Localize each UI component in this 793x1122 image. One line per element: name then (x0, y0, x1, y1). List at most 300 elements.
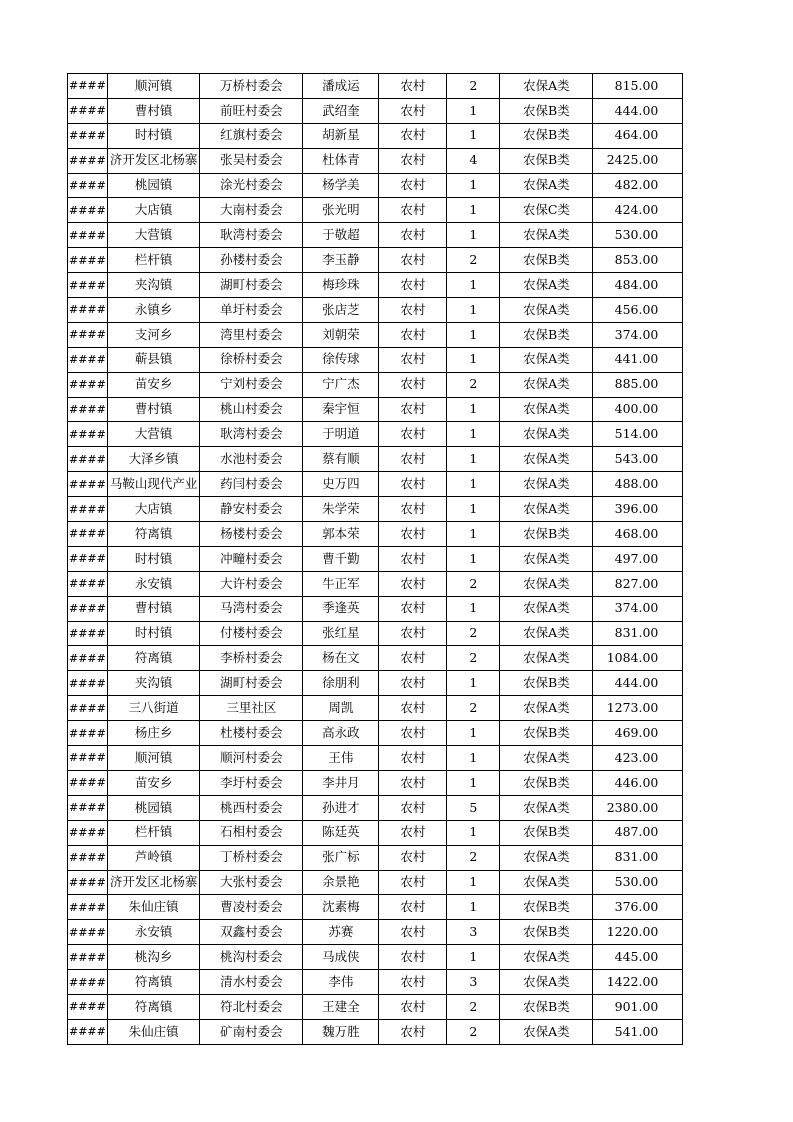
village-cell: 李圩村委会 (200, 770, 303, 795)
amount-cell: 464.00 (593, 123, 683, 148)
category-cell: 农保A类 (500, 447, 593, 472)
village-cell: 静安村委会 (200, 497, 303, 522)
amount-cell: 456.00 (593, 298, 683, 323)
household-count-cell: 1 (447, 173, 500, 198)
household-count-cell: 1 (447, 522, 500, 547)
town-cell: 济开发区北杨寨 (107, 148, 200, 173)
village-cell: 徐桥村委会 (200, 347, 303, 372)
household-count-cell: 2 (447, 1019, 500, 1044)
area-type-cell: 农村 (379, 173, 447, 198)
household-count-cell: 1 (447, 721, 500, 746)
record-id-cell: #### (68, 273, 108, 298)
amount-cell: 831.00 (593, 621, 683, 646)
table-row (68, 148, 683, 173)
record-id-cell: #### (68, 347, 108, 372)
name-cell: 郭本荣 (303, 522, 379, 547)
category-cell: 农保A类 (500, 422, 593, 447)
record-id-cell: #### (68, 198, 108, 223)
category-cell: 农保B类 (500, 322, 593, 347)
town-cell: 符离镇 (107, 522, 200, 547)
category-cell: 农保A类 (500, 74, 593, 99)
amount-cell: 444.00 (593, 671, 683, 696)
town-cell: 符离镇 (107, 994, 200, 1019)
area-type-cell: 农村 (379, 671, 447, 696)
household-count-cell: 1 (447, 945, 500, 970)
household-count-cell: 1 (447, 671, 500, 696)
table-row (68, 920, 683, 945)
household-count-cell: 1 (447, 422, 500, 447)
name-cell: 杨学美 (303, 173, 379, 198)
record-id-cell: #### (68, 596, 108, 621)
household-count-cell: 2 (447, 571, 500, 596)
category-cell: 农保A类 (500, 546, 593, 571)
table-row (68, 621, 683, 646)
area-type-cell: 农村 (379, 770, 447, 795)
table-row (68, 322, 683, 347)
amount-cell: 488.00 (593, 472, 683, 497)
area-type-cell: 农村 (379, 870, 447, 895)
village-cell: 矿南村委会 (200, 1019, 303, 1044)
table-row (68, 123, 683, 148)
town-cell: 曹村镇 (107, 397, 200, 422)
town-cell: 苗安乡 (107, 770, 200, 795)
record-id-cell: #### (68, 74, 108, 99)
village-cell: 万桥村委会 (200, 74, 303, 99)
town-cell: 顺河镇 (107, 74, 200, 99)
amount-cell: 396.00 (593, 497, 683, 522)
category-cell: 农保A类 (500, 870, 593, 895)
table-row (68, 845, 683, 870)
category-cell: 农保B类 (500, 895, 593, 920)
table-row (68, 746, 683, 771)
town-cell: 顺河镇 (107, 746, 200, 771)
category-cell: 农保A类 (500, 347, 593, 372)
record-id-cell: #### (68, 870, 108, 895)
table-row (68, 298, 683, 323)
area-type-cell: 农村 (379, 322, 447, 347)
name-cell: 曹千勤 (303, 546, 379, 571)
household-count-cell: 2 (447, 372, 500, 397)
amount-cell: 2380.00 (593, 795, 683, 820)
table-row (68, 596, 683, 621)
town-cell: 永镇乡 (107, 298, 200, 323)
name-cell: 魏万胜 (303, 1019, 379, 1044)
category-cell: 农保A类 (500, 298, 593, 323)
area-type-cell: 农村 (379, 248, 447, 273)
record-id-cell: #### (68, 422, 108, 447)
name-cell: 刘朝荣 (303, 322, 379, 347)
amount-cell: 530.00 (593, 870, 683, 895)
category-cell: 农保B类 (500, 820, 593, 845)
amount-cell: 543.00 (593, 447, 683, 472)
town-cell: 朱仙庄镇 (107, 895, 200, 920)
category-cell: 农保A类 (500, 372, 593, 397)
table-row (68, 945, 683, 970)
household-count-cell: 2 (447, 74, 500, 99)
area-type-cell: 农村 (379, 895, 447, 920)
name-cell: 武绍奎 (303, 98, 379, 123)
household-count-cell: 2 (447, 646, 500, 671)
name-cell: 史万四 (303, 472, 379, 497)
category-cell: 农保B类 (500, 770, 593, 795)
household-count-cell: 1 (447, 546, 500, 571)
record-id-cell: #### (68, 397, 108, 422)
category-cell: 农保B类 (500, 920, 593, 945)
table-row (68, 198, 683, 223)
table-row (68, 671, 683, 696)
category-cell: 农保B类 (500, 148, 593, 173)
household-count-cell: 1 (447, 223, 500, 248)
town-cell: 夹沟镇 (107, 671, 200, 696)
category-cell: 农保A类 (500, 173, 593, 198)
town-cell: 芦岭镇 (107, 845, 200, 870)
table-row (68, 347, 683, 372)
town-cell: 大营镇 (107, 223, 200, 248)
amount-cell: 374.00 (593, 322, 683, 347)
name-cell: 季逢英 (303, 596, 379, 621)
record-id-cell: #### (68, 148, 108, 173)
category-cell: 农保B类 (500, 123, 593, 148)
amount-cell: 497.00 (593, 546, 683, 571)
record-id-cell: #### (68, 472, 108, 497)
household-count-cell: 1 (447, 746, 500, 771)
town-cell: 时村镇 (107, 123, 200, 148)
category-cell: 农保A类 (500, 397, 593, 422)
area-type-cell: 农村 (379, 546, 447, 571)
amount-cell: 484.00 (593, 273, 683, 298)
household-count-cell: 1 (447, 98, 500, 123)
category-cell: 农保B类 (500, 248, 593, 273)
record-id-cell: #### (68, 173, 108, 198)
area-type-cell: 农村 (379, 447, 447, 472)
name-cell: 马成侠 (303, 945, 379, 970)
household-count-cell: 4 (447, 148, 500, 173)
amount-cell: 831.00 (593, 845, 683, 870)
area-type-cell: 农村 (379, 422, 447, 447)
village-cell: 丁桥村委会 (200, 845, 303, 870)
record-id-cell: #### (68, 820, 108, 845)
village-cell: 涂光村委会 (200, 173, 303, 198)
category-cell: 农保A类 (500, 746, 593, 771)
amount-cell: 424.00 (593, 198, 683, 223)
household-count-cell: 3 (447, 970, 500, 995)
town-cell: 桃沟乡 (107, 945, 200, 970)
category-cell: 农保A类 (500, 571, 593, 596)
name-cell: 蔡有顺 (303, 447, 379, 472)
amount-cell: 482.00 (593, 173, 683, 198)
table-row (68, 273, 683, 298)
village-cell: 桃山村委会 (200, 397, 303, 422)
area-type-cell: 农村 (379, 920, 447, 945)
amount-cell: 1084.00 (593, 646, 683, 671)
amount-cell: 541.00 (593, 1019, 683, 1044)
name-cell: 苏赛 (303, 920, 379, 945)
record-id-cell: #### (68, 497, 108, 522)
household-count-cell: 1 (447, 820, 500, 845)
record-id-cell: #### (68, 1019, 108, 1044)
household-count-cell: 1 (447, 273, 500, 298)
town-cell: 杨庄乡 (107, 721, 200, 746)
table-row (68, 422, 683, 447)
record-id-cell: #### (68, 522, 108, 547)
category-cell: 农保A类 (500, 696, 593, 721)
record-id-cell: #### (68, 621, 108, 646)
name-cell: 胡新星 (303, 123, 379, 148)
record-id-cell: #### (68, 98, 108, 123)
category-cell: 农保B类 (500, 522, 593, 547)
category-cell: 农保A类 (500, 646, 593, 671)
category-cell: 农保A类 (500, 845, 593, 870)
amount-cell: 441.00 (593, 347, 683, 372)
amount-cell: 423.00 (593, 746, 683, 771)
name-cell: 徐传球 (303, 347, 379, 372)
area-type-cell: 农村 (379, 74, 447, 99)
record-id-cell: #### (68, 298, 108, 323)
amount-cell: 885.00 (593, 372, 683, 397)
area-type-cell: 农村 (379, 571, 447, 596)
amount-cell: 487.00 (593, 820, 683, 845)
amount-cell: 901.00 (593, 994, 683, 1019)
village-cell: 李桥村委会 (200, 646, 303, 671)
village-cell: 湖町村委会 (200, 273, 303, 298)
name-cell: 余景艳 (303, 870, 379, 895)
area-type-cell: 农村 (379, 1019, 447, 1044)
record-id-cell: #### (68, 646, 108, 671)
name-cell: 沈素梅 (303, 895, 379, 920)
record-id-cell: #### (68, 322, 108, 347)
record-id-cell: #### (68, 795, 108, 820)
table-row (68, 372, 683, 397)
area-type-cell: 农村 (379, 621, 447, 646)
area-type-cell: 农村 (379, 696, 447, 721)
amount-cell: 374.00 (593, 596, 683, 621)
name-cell: 王建全 (303, 994, 379, 1019)
village-cell: 双鑫村委会 (200, 920, 303, 945)
category-cell: 农保B类 (500, 994, 593, 1019)
town-cell: 大店镇 (107, 497, 200, 522)
village-cell: 水池村委会 (200, 447, 303, 472)
table-row (68, 522, 683, 547)
category-cell: 农保A类 (500, 223, 593, 248)
amount-cell: 376.00 (593, 895, 683, 920)
town-cell: 支河乡 (107, 322, 200, 347)
record-id-cell: #### (68, 223, 108, 248)
name-cell: 梅珍珠 (303, 273, 379, 298)
town-cell: 栏杆镇 (107, 248, 200, 273)
area-type-cell: 农村 (379, 721, 447, 746)
name-cell: 李伟 (303, 970, 379, 995)
town-cell: 曹村镇 (107, 596, 200, 621)
village-cell: 顺河村委会 (200, 746, 303, 771)
town-cell: 永安镇 (107, 571, 200, 596)
village-cell: 湾里村委会 (200, 322, 303, 347)
area-type-cell: 农村 (379, 148, 447, 173)
amount-cell: 1422.00 (593, 970, 683, 995)
category-cell: 农保B类 (500, 671, 593, 696)
record-id-cell: #### (68, 770, 108, 795)
area-type-cell: 农村 (379, 298, 447, 323)
area-type-cell: 农村 (379, 970, 447, 995)
name-cell: 宁广杰 (303, 372, 379, 397)
category-cell: 农保B类 (500, 721, 593, 746)
category-cell: 农保C类 (500, 198, 593, 223)
record-id-cell: #### (68, 945, 108, 970)
name-cell: 李井月 (303, 770, 379, 795)
table-row (68, 820, 683, 845)
table-row (68, 98, 683, 123)
name-cell: 王伟 (303, 746, 379, 771)
name-cell: 张店芝 (303, 298, 379, 323)
village-cell: 湖町村委会 (200, 671, 303, 696)
table-row (68, 870, 683, 895)
name-cell: 于敬超 (303, 223, 379, 248)
record-id-cell: #### (68, 994, 108, 1019)
record-id-cell: #### (68, 696, 108, 721)
household-count-cell: 2 (447, 621, 500, 646)
amount-cell: 853.00 (593, 248, 683, 273)
town-cell: 时村镇 (107, 621, 200, 646)
area-type-cell: 农村 (379, 123, 447, 148)
table-row (68, 472, 683, 497)
village-cell: 张吴村委会 (200, 148, 303, 173)
area-type-cell: 农村 (379, 820, 447, 845)
area-type-cell: 农村 (379, 497, 447, 522)
table-row (68, 74, 683, 99)
category-cell: 农保A类 (500, 970, 593, 995)
area-type-cell: 农村 (379, 372, 447, 397)
table-row (68, 1019, 683, 1044)
village-cell: 三里社区 (200, 696, 303, 721)
table-row (68, 696, 683, 721)
record-id-cell: #### (68, 920, 108, 945)
village-cell: 大许村委会 (200, 571, 303, 596)
area-type-cell: 农村 (379, 994, 447, 1019)
household-count-cell: 1 (447, 447, 500, 472)
village-cell: 付楼村委会 (200, 621, 303, 646)
table-row (68, 546, 683, 571)
village-cell: 大南村委会 (200, 198, 303, 223)
name-cell: 张光明 (303, 198, 379, 223)
area-type-cell: 农村 (379, 223, 447, 248)
village-cell: 孙楼村委会 (200, 248, 303, 273)
category-cell: 农保A类 (500, 497, 593, 522)
household-count-cell: 1 (447, 347, 500, 372)
amount-cell: 469.00 (593, 721, 683, 746)
record-id-cell: #### (68, 546, 108, 571)
area-type-cell: 农村 (379, 522, 447, 547)
category-cell: 农保B类 (500, 98, 593, 123)
village-cell: 桃西村委会 (200, 795, 303, 820)
household-count-cell: 1 (447, 472, 500, 497)
table-row (68, 895, 683, 920)
name-cell: 朱学荣 (303, 497, 379, 522)
benefit-table (67, 73, 683, 1045)
area-type-cell: 农村 (379, 472, 447, 497)
village-cell: 杨楼村委会 (200, 522, 303, 547)
town-cell: 桃园镇 (107, 173, 200, 198)
amount-cell: 468.00 (593, 522, 683, 547)
area-type-cell: 农村 (379, 98, 447, 123)
area-type-cell: 农村 (379, 646, 447, 671)
town-cell: 大营镇 (107, 422, 200, 447)
household-count-cell: 3 (447, 920, 500, 945)
amount-cell: 445.00 (593, 945, 683, 970)
table-row (68, 223, 683, 248)
table-row (68, 173, 683, 198)
category-cell: 农保A类 (500, 945, 593, 970)
record-id-cell: #### (68, 571, 108, 596)
record-id-cell: #### (68, 372, 108, 397)
name-cell: 秦宇恒 (303, 397, 379, 422)
area-type-cell: 农村 (379, 397, 447, 422)
household-count-cell: 2 (447, 994, 500, 1019)
town-cell: 符离镇 (107, 970, 200, 995)
village-cell: 药闫村委会 (200, 472, 303, 497)
area-type-cell: 农村 (379, 746, 447, 771)
area-type-cell: 农村 (379, 845, 447, 870)
amount-cell: 446.00 (593, 770, 683, 795)
record-id-cell: #### (68, 123, 108, 148)
category-cell: 农保A类 (500, 795, 593, 820)
household-count-cell: 1 (447, 870, 500, 895)
town-cell: 朱仙庄镇 (107, 1019, 200, 1044)
record-id-cell: #### (68, 845, 108, 870)
name-cell: 孙进才 (303, 795, 379, 820)
household-count-cell: 1 (447, 123, 500, 148)
table-row (68, 970, 683, 995)
amount-cell: 444.00 (593, 98, 683, 123)
area-type-cell: 农村 (379, 273, 447, 298)
town-cell: 桃园镇 (107, 795, 200, 820)
category-cell: 农保A类 (500, 273, 593, 298)
town-cell: 时村镇 (107, 546, 200, 571)
village-cell: 符北村委会 (200, 994, 303, 1019)
name-cell: 徐朋利 (303, 671, 379, 696)
table-row (68, 571, 683, 596)
household-count-cell: 2 (447, 248, 500, 273)
amount-cell: 1220.00 (593, 920, 683, 945)
household-count-cell: 1 (447, 596, 500, 621)
record-id-cell: #### (68, 721, 108, 746)
town-cell: 永安镇 (107, 920, 200, 945)
table-row (68, 994, 683, 1019)
town-cell: 马鞍山现代产业 (107, 472, 200, 497)
category-cell: 农保A类 (500, 472, 593, 497)
town-cell: 夹沟镇 (107, 273, 200, 298)
town-cell: 曹村镇 (107, 98, 200, 123)
amount-cell: 514.00 (593, 422, 683, 447)
town-cell: 蕲县镇 (107, 347, 200, 372)
name-cell: 周凯 (303, 696, 379, 721)
amount-cell: 400.00 (593, 397, 683, 422)
category-cell: 农保A类 (500, 1019, 593, 1044)
table-row (68, 721, 683, 746)
record-id-cell: #### (68, 447, 108, 472)
record-id-cell: #### (68, 671, 108, 696)
name-cell: 杜体青 (303, 148, 379, 173)
village-cell: 桃沟村委会 (200, 945, 303, 970)
household-count-cell: 5 (447, 795, 500, 820)
village-cell: 耿湾村委会 (200, 223, 303, 248)
amount-cell: 1273.00 (593, 696, 683, 721)
town-cell: 大店镇 (107, 198, 200, 223)
amount-cell: 530.00 (593, 223, 683, 248)
table-row (68, 497, 683, 522)
name-cell: 潘成运 (303, 74, 379, 99)
town-cell: 栏杆镇 (107, 820, 200, 845)
record-id-cell: #### (68, 895, 108, 920)
record-id-cell: #### (68, 746, 108, 771)
